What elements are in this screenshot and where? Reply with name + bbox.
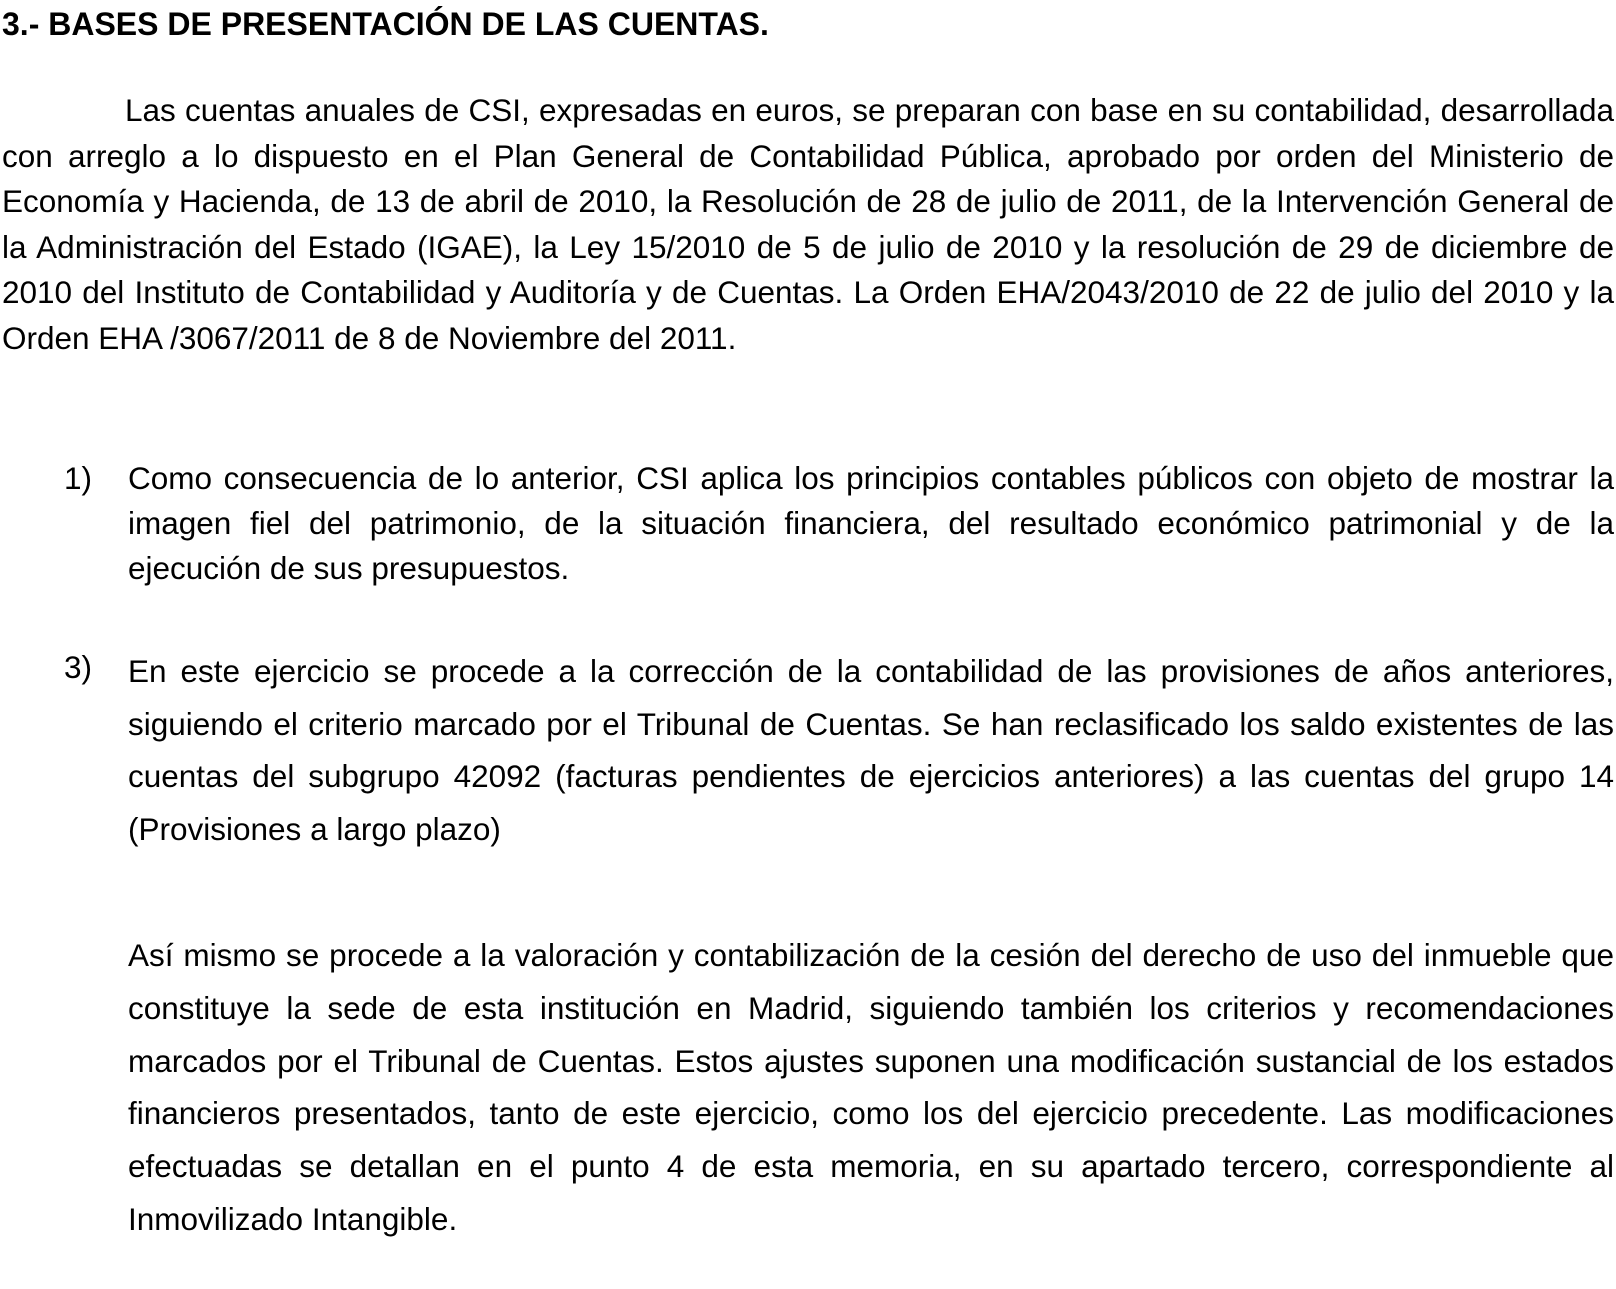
section-heading: 3.- BASES DE PRESENTACIÓN DE LAS CUENTAS.	[2, 6, 769, 42]
list-item-number: 3)	[64, 649, 93, 685]
intro-paragraph: Las cuentas anuales de CSI, expresadas en euros, se preparan con base en su contabilidad, desarrollada con arreglo a lo dispuesto en el Plan General de Contabilidad Pública, aprobado por orden del Ministerio de Economía y Hacienda, de 13 de abril de 2010, la Resolución de 28 de julio de 2011, de la Intervención General de la Administración del Estado (IGAE), la Ley 15/2010 de 5 de julio de 2010 y la resolución de 29 de diciembre de 2010 del Instituto de Contabilidad y Auditoría y de Cuentas. La Orden EHA/2043/2010 de 22 de julio del 2010 y la Orden EHA /3067/2011 de 8 de Noviembre del 2011.	[2, 92, 1614, 356]
list-item-text: En este ejercicio se procede a la corrección de la contabilidad de las provisiones de años anteriores, siguiendo el criterio marcado por el Tribunal de Cuentas. Se han reclasificado los saldo existentes de las cuentas del subgrupo 42092 (facturas pendientes de ejercicios anteriores) a las cuentas del grupo 14 (Provisiones a largo plazo)	[128, 653, 1614, 847]
list-item-continuation-paragraph: Así mismo se procede a la valoración y contabilización de la cesión del derecho de uso del inmueble que constituye la sede de esta institución en Madrid, siguiendo también los criterios y recomendaciones marcados por el Tribunal de Cuentas. Estos ajustes suponen una modificación sustancial de los estados financieros presentados, tanto de este ejercicio, como los del ejercicio precedente. Las modificaciones efectuadas se detallan en el punto 4 de esta memoria, en su apartado tercero, correspondiente al Inmovilizado Intangible.	[128, 937, 1614, 1237]
list-item-text: Como consecuencia de lo anterior, CSI aplica los principios contables públicos con objeto de mostrar la imagen fiel del patrimonio, de la situación financiera, del resultado económico patrimonial y de la ejecución de sus presupuestos.	[128, 460, 1614, 586]
list-item-number: 1)	[64, 460, 93, 496]
